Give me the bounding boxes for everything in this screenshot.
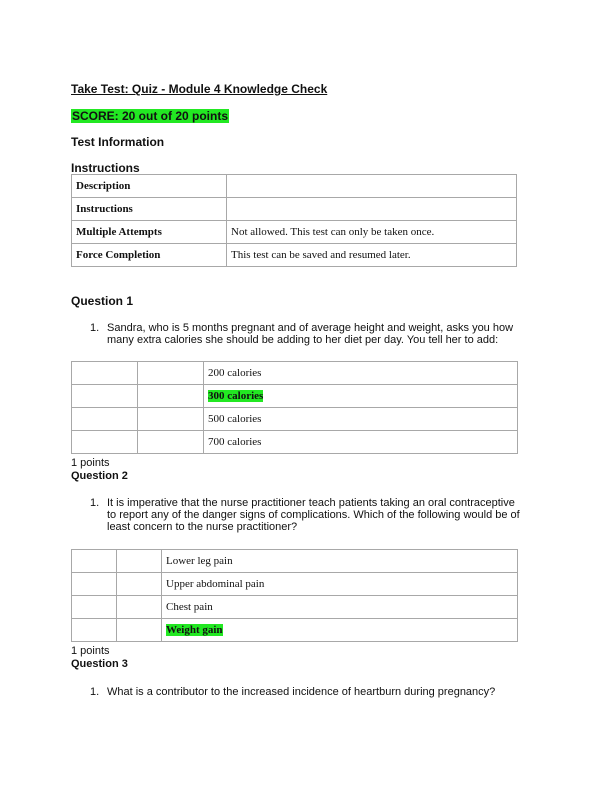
info-value: Not allowed. This test can only be taken once. (227, 221, 517, 244)
question-2-options (71, 549, 518, 642)
option-label (162, 550, 518, 573)
option-cell-blank (138, 362, 204, 385)
question-text-line: least concern to the nurse practitioner? (107, 521, 298, 533)
option-text-highlighted: 300 calories (208, 390, 264, 402)
option-cell-blank (117, 573, 162, 596)
question-number: 1. (90, 322, 100, 334)
info-label: Description (72, 175, 227, 198)
option-cell-blank (138, 408, 204, 431)
option-label (162, 573, 518, 596)
question-1-options (71, 361, 518, 454)
question-1-text (107, 322, 513, 346)
option-row[interactable] (72, 596, 518, 619)
option-label (162, 596, 518, 619)
option-cell-blank (72, 431, 138, 454)
question-text-line: to report any of the danger signs of complications. Which of the following would be of (107, 509, 520, 521)
option-row[interactable] (72, 362, 518, 385)
question-number: 1. (90, 497, 100, 509)
question-text-line: What is a contributor to the increased incidence of heartburn during pregnancy? (107, 686, 496, 698)
question-text-line: Sandra, who is 5 months pregnant and of average height and weight, asks you how (107, 322, 514, 334)
option-text: 700 calories (208, 436, 262, 448)
option-text: Lower leg pain (166, 555, 233, 567)
option-cell-blank (117, 619, 162, 642)
option-row[interactable] (72, 550, 518, 573)
option-cell-blank (72, 362, 138, 385)
option-cell-blank (72, 550, 117, 573)
option-row[interactable] (72, 408, 518, 431)
option-label (204, 362, 518, 385)
option-text: Upper abdominal pain (166, 578, 265, 590)
option-cell-blank (72, 573, 117, 596)
option-row-selected[interactable] (72, 385, 518, 408)
option-label (162, 619, 518, 642)
option-row[interactable] (72, 431, 518, 454)
question-2-points: 1 points (71, 645, 110, 657)
option-cell-blank (72, 408, 138, 431)
info-label: Force Completion (72, 244, 227, 267)
option-text: 500 calories (208, 413, 262, 425)
option-label (204, 431, 518, 454)
option-cell-blank (138, 385, 204, 408)
test-information-heading: Test Information (71, 135, 165, 149)
question-text-line: many extra calories she should be adding to her diet per day. You tell her to add: (107, 334, 499, 346)
option-cell-blank (138, 431, 204, 454)
question-text-line: It is imperative that the nurse practitioner teach patients taking an oral contraceptive (107, 497, 515, 509)
option-text: 200 calories (208, 367, 262, 379)
info-row-description (72, 175, 517, 198)
info-label: Instructions (72, 198, 227, 221)
question-2-text (107, 497, 520, 533)
page-title: Take Test: Quiz - Module 4 Knowledge Check (71, 82, 328, 96)
score-badge: SCORE: 20 out of 20 points (72, 109, 229, 123)
question-1-points: 1 points (71, 457, 110, 469)
info-label: Multiple Attempts (72, 221, 227, 244)
option-text-highlighted: Weight gain (166, 624, 223, 636)
question-3-heading: Question 3 (71, 658, 128, 670)
option-row[interactable] (72, 573, 518, 596)
instructions-heading: Instructions (71, 161, 140, 175)
question-2-heading: Question 2 (71, 470, 128, 482)
option-row-selected[interactable] (72, 619, 518, 642)
option-cell-blank (117, 550, 162, 573)
info-value (227, 198, 517, 221)
option-cell-blank (72, 619, 117, 642)
info-value (227, 175, 517, 198)
test-info-table (71, 174, 517, 267)
option-text: Chest pain (166, 601, 213, 613)
option-cell-blank (72, 596, 117, 619)
question-number: 1. (90, 686, 100, 698)
info-value: This test can be saved and resumed later. (227, 244, 517, 267)
info-row-force-completion (72, 244, 517, 267)
option-label (204, 385, 518, 408)
option-cell-blank (117, 596, 162, 619)
question-3-text (107, 686, 495, 698)
info-row-instructions (72, 198, 517, 221)
option-label (204, 408, 518, 431)
question-1-heading: Question 1 (71, 294, 134, 308)
info-row-multiple-attempts (72, 221, 517, 244)
option-cell-blank (72, 385, 138, 408)
